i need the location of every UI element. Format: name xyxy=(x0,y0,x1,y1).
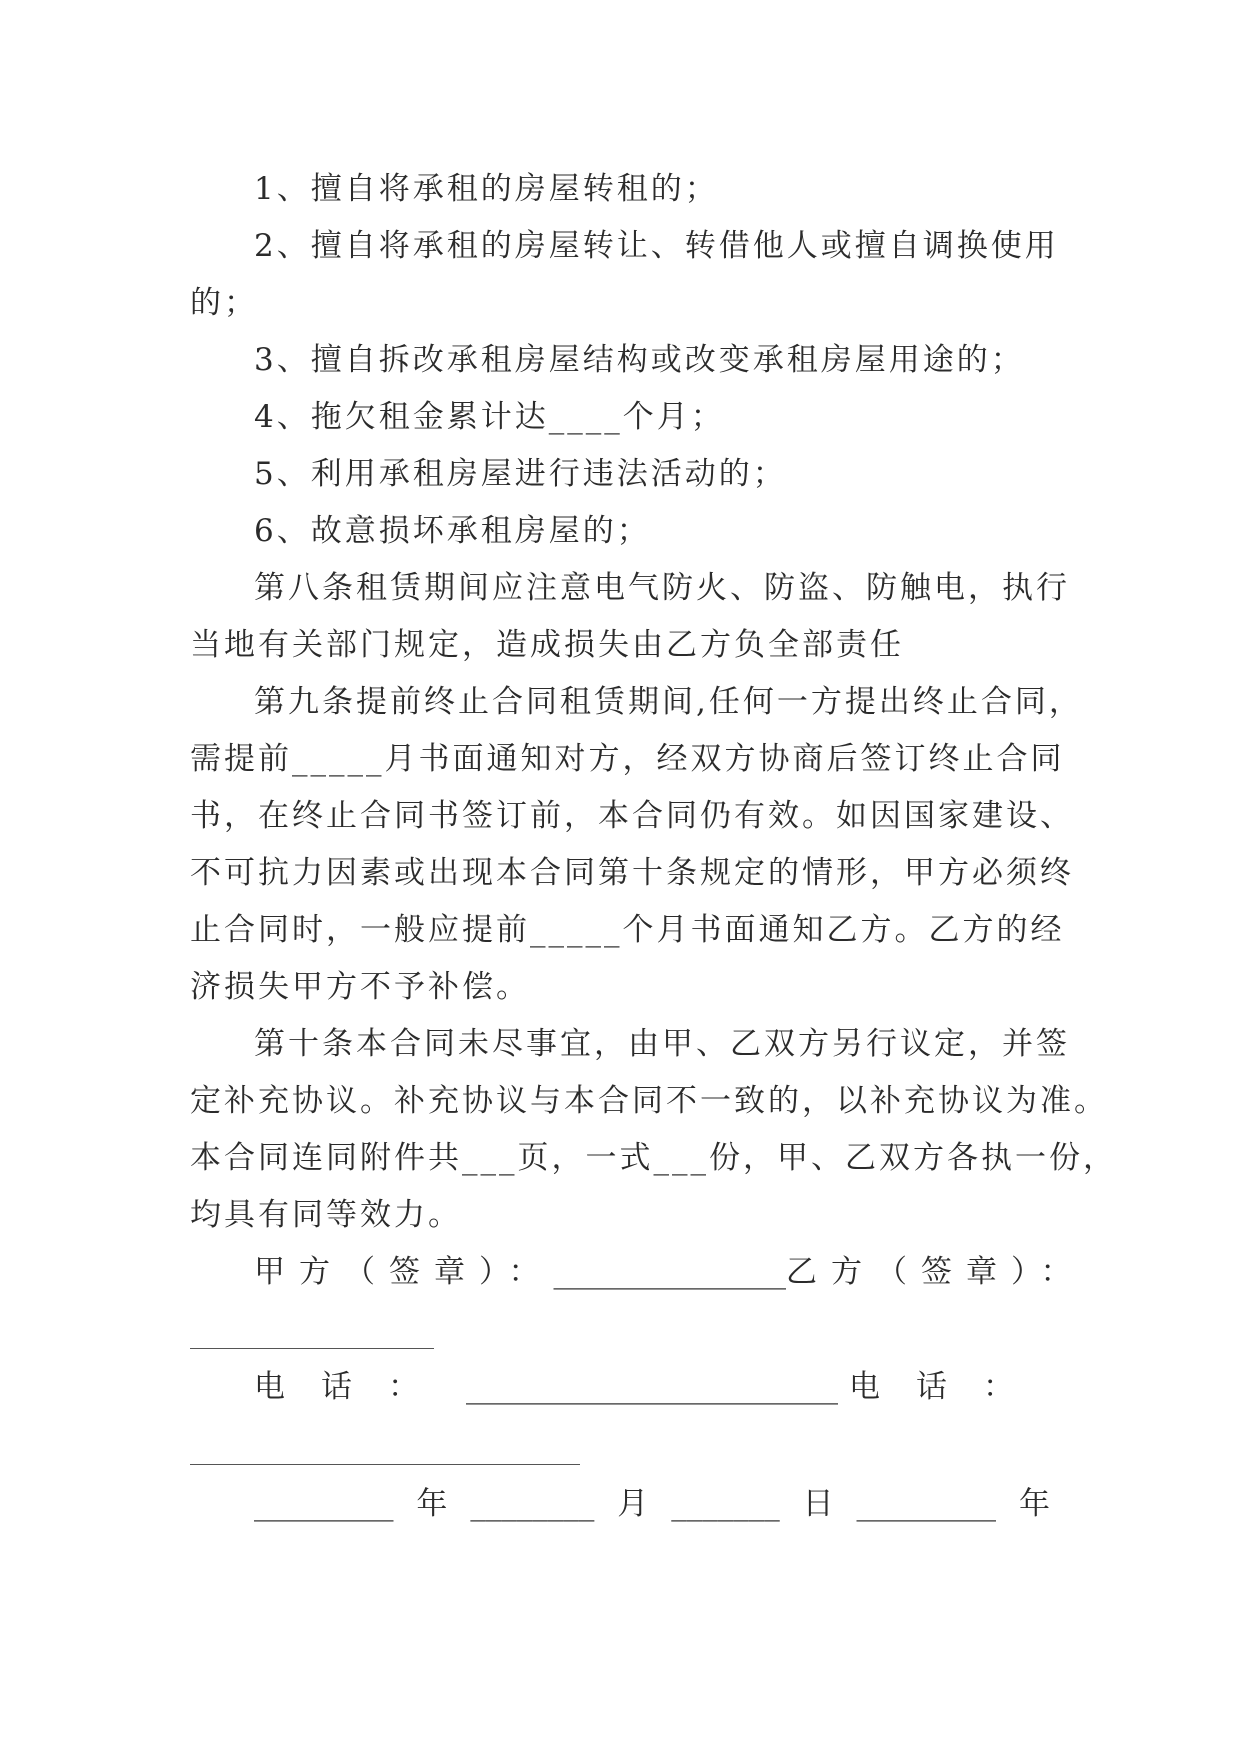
party-b-signature-label: 乙方（签章）： xyxy=(786,1254,1086,1290)
article-8-line-1: 第八条租赁期间应注意电气防火、防盗、防触电，执行 xyxy=(254,570,1070,606)
party-b-signature-blank xyxy=(190,1348,434,1349)
clause-item-4: 4、拖欠租金累计达____个月； xyxy=(254,399,725,435)
signature-row xyxy=(254,1252,1086,1292)
article-9-line-3: 书，在终止合同书签订前，本合同仍有效。如因国家建设、 xyxy=(190,798,1074,834)
date-blank-1: _________ xyxy=(254,1486,394,1522)
article-10-line-4: 均具有同等效力。 xyxy=(190,1197,462,1233)
date-blank-3: _______ xyxy=(671,1486,780,1522)
month-label: 月 xyxy=(617,1486,649,1522)
party-b-phone-label: 电话： xyxy=(849,1369,1050,1405)
clause-item-2-cont: 的； xyxy=(190,285,258,321)
article-9-line-5: 止合同时，一般应提前_____个月书面通知乙方。乙方的经 xyxy=(190,912,1065,948)
party-b-phone-blank xyxy=(190,1464,580,1465)
party-a-phone-blank: ________________________ xyxy=(466,1369,838,1405)
article-9-line-2: 需提前_____月书面通知对方，经双方协商后签订终止合同 xyxy=(190,741,1065,777)
article-9-line-1: 第九条提前终止合同租赁期间,任何一方提出终止合同， xyxy=(254,684,1083,720)
clause-item-1: 1、擅自将承租的房屋转租的； xyxy=(254,171,719,207)
phone-row xyxy=(254,1367,1050,1407)
article-9-line-6: 济损失甲方不予补偿。 xyxy=(190,969,530,1005)
article-10-line-1: 第十条本合同未尽事宜，由甲、乙双方另行议定，并签 xyxy=(254,1026,1070,1062)
date-blank-4: _________ xyxy=(856,1486,997,1522)
article-10-line-3: 本合同连同附件共___页，一式___份，甲、乙双方各执一份， xyxy=(190,1140,1117,1176)
year-label-2: 年 xyxy=(1018,1486,1050,1522)
clause-item-2: 2、擅自将承租的房屋转让、转借他人或擅自调换使用 xyxy=(254,228,1059,264)
article-9-line-4: 不可抗力因素或出现本合同第十条规定的情形，甲方必须终 xyxy=(190,855,1074,891)
year-label-1: 年 xyxy=(416,1486,448,1522)
party-a-signature-label: 甲方（签章）： xyxy=(254,1254,554,1290)
clause-item-5: 5、利用承租房屋进行违法活动的； xyxy=(254,456,787,492)
article-10-line-2: 定补充协议。补充协议与本合同不一致的，以补充协议为准。 xyxy=(190,1083,1108,1119)
party-a-signature-blank: _______________ xyxy=(553,1254,786,1290)
clause-item-6: 6、故意损坏承租房屋的； xyxy=(254,513,651,549)
article-8-line-2: 当地有关部门规定，造成损失由乙方负全部责任 xyxy=(190,627,904,663)
date-blank-2: ________ xyxy=(470,1486,595,1522)
party-a-phone-label: 电话： xyxy=(254,1369,455,1405)
date-row xyxy=(254,1484,1050,1524)
clause-item-3: 3、擅自拆改承租房屋结构或改变承租房屋用途的； xyxy=(254,342,1025,378)
day-label: 日 xyxy=(802,1486,834,1522)
